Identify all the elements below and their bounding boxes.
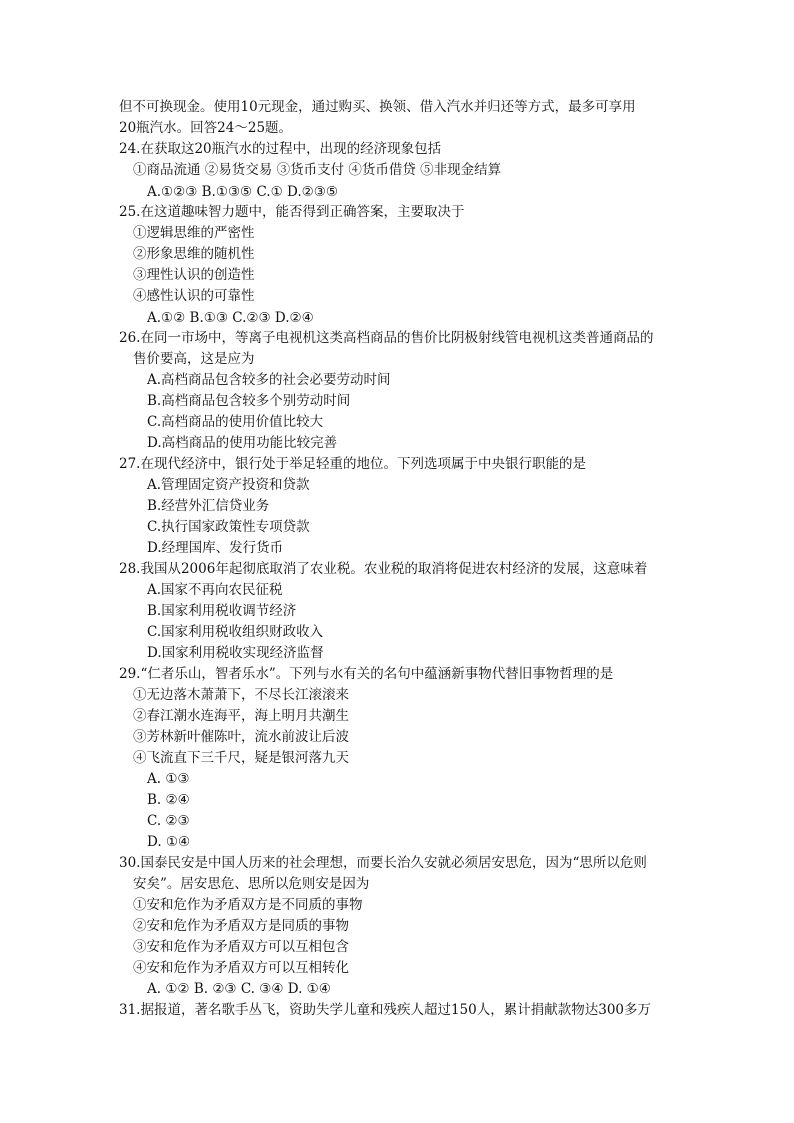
question-29-item: ③芳林新叶催陈叶，流水前波让后波: [133, 729, 349, 745]
question-26-stem-cont: 售价要高，这是应为: [133, 351, 255, 367]
question-29-option: C. ②③: [147, 813, 190, 829]
question-28-option: C.国家利用税收组织财政收入: [147, 624, 324, 640]
question-29-stem: 29.“仁者乐山，智者乐水”。下列与水有关的名句中蕴涵新事物代替旧事物哲理的是: [119, 666, 614, 682]
question-30-item: ②安和危作为矛盾双方是同质的事物: [133, 918, 349, 934]
question-25-stem: 25.在这道趣味智力题中，能否得到正确答案，主要取决于: [119, 204, 465, 220]
question-28-stem: 28.我国从2006年起彻底取消了农业税。农业税的取消将促进农村经济的发展，这意味着: [119, 561, 648, 577]
question-29-item: ④飞流直下三千尺，疑是银河落九天: [133, 750, 349, 766]
question-26-option: B.高档商品包含较多个别劳动时间: [147, 393, 351, 409]
question-29-item: ②春江潮水连海平，海上明月共潮生: [133, 708, 349, 724]
question-28-option: D.国家利用税收实现经济监督: [147, 645, 324, 661]
question-30-item: ④安和危作为矛盾双方可以互相转化: [133, 960, 349, 976]
question-25-item: ②形象思维的随机性: [133, 246, 255, 262]
question-27-option: C.执行国家政策性专项贷款: [147, 519, 310, 535]
question-25-item: ③理性认识的创造性: [133, 267, 255, 283]
question-25-choices: A.①② B.①③ C.②③ D.②④: [147, 310, 314, 326]
question-27-option: D.经理国库、发行货币: [147, 540, 284, 556]
question-31-stem: 31.据报道，著名歌手丛飞，资助失学儿童和残疾人超过150人，累计捐献款物达300多万: [119, 1002, 652, 1018]
question-26-stem: 26.在同一市场中，等离子电视机这类高档商品的售价比阴极射线管电视机这类普通商品的: [119, 330, 654, 346]
question-30-item: ①安和危作为矛盾双方是不同质的事物: [133, 897, 363, 913]
question-27-option: B.经营外汇信贷业务: [147, 498, 270, 514]
question-28-option: B.国家利用税收调节经济: [147, 603, 297, 619]
question-24-choices: A.①②③ B.①③⑤ C.① D.②③⑤: [147, 184, 338, 200]
question-26-option: D.高档商品的使用功能比较完善: [147, 435, 338, 451]
question-25-item: ①逻辑思维的严密性: [133, 225, 255, 241]
question-29-item: ①无边落木萧萧下，不尽长江滚滚来: [133, 687, 349, 703]
question-30-stem: 30.国泰民安是中国人历来的社会理想，而要长治久安就必须居安思危，因为“思所以危则: [119, 855, 647, 871]
question-26-option: C.高档商品的使用价值比较大: [147, 414, 324, 430]
question-24-items: ①商品流通 ②易货交易 ③货币支付 ④货币借贷 ⑤非现金结算: [133, 162, 502, 178]
question-30-item: ③安和危作为矛盾双方可以互相包含: [133, 939, 349, 955]
intro-line-2: 20瓶汽水。回答24～25题。: [119, 120, 293, 136]
question-24-stem: 24.在获取这20瓶汽水的过程中，出现的经济现象包括: [119, 141, 442, 157]
question-27-option: A.管理固定资产投资和贷款: [147, 477, 310, 493]
question-26-option: A.高档商品包含较多的社会必要劳动时间: [147, 372, 391, 388]
question-30-choices: A. ①② B. ②③ C. ③④ D. ①④: [147, 981, 331, 997]
question-25-item: ④感性认识的可靠性: [133, 288, 255, 304]
intro-line-1: 但不可换现金。使用10元现金，通过购买、换领、借入汽水并归还等方式，最多可享用: [119, 99, 636, 115]
question-29-option: D. ①④: [147, 834, 191, 850]
question-27-stem: 27.在现代经济中，银行处于举足轻重的地位。下列选项属于中央银行职能的是: [119, 456, 586, 472]
question-29-option: B. ②④: [147, 792, 190, 808]
question-29-option: A. ①③: [147, 771, 190, 787]
question-30-stem-cont: 安矣”。居安思危、思所以危则安是因为: [133, 876, 370, 892]
question-28-option: A.国家不再向农民征税: [147, 582, 283, 598]
